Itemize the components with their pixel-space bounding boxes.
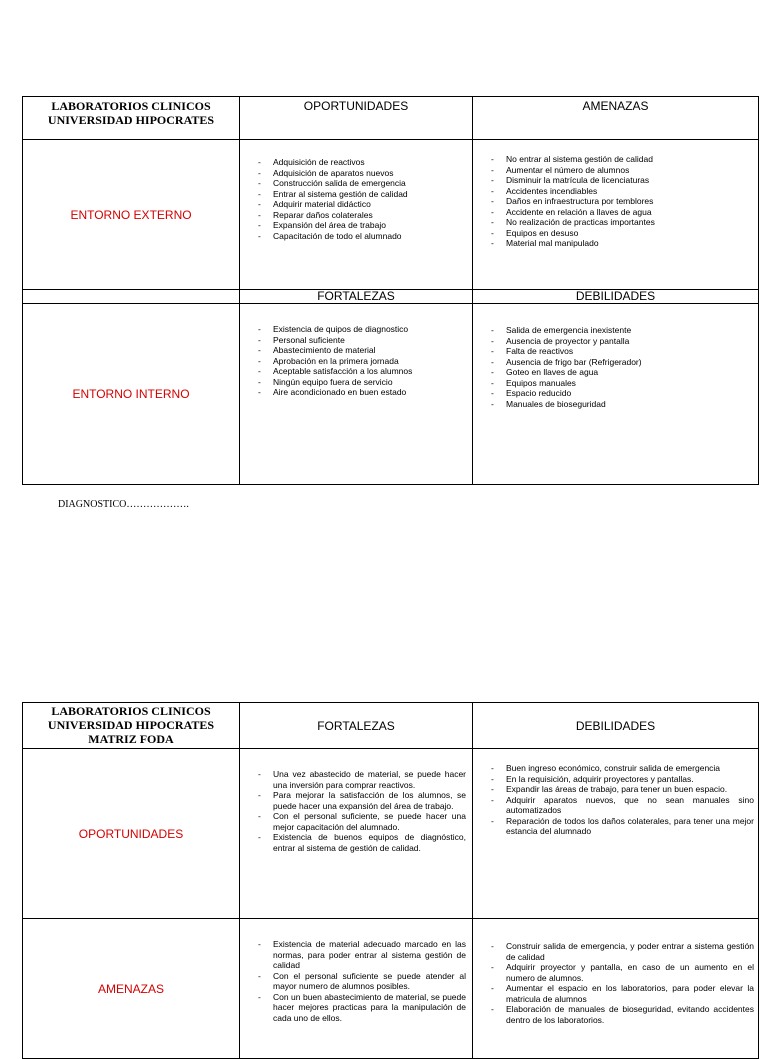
list-item: - Aceptable satisfacción a los alumnos xyxy=(256,366,464,377)
column-header-amenazas: AMENAZAS xyxy=(473,97,759,140)
list-item: - Adquirir proyector y pantalla, en caso de un aumento en el numero de alumnos. xyxy=(489,962,754,983)
amenazas-list xyxy=(489,154,750,249)
foda-table-1 xyxy=(22,96,759,485)
list-item: - Ningún equipo fuera de servicio xyxy=(256,377,464,388)
list-item: - Equipos en desuso xyxy=(489,228,750,239)
list-item: - Equipos manuales xyxy=(489,378,750,389)
list-item: - Aprobación en la primera jornada xyxy=(256,356,464,367)
fo-cell xyxy=(240,749,473,919)
list-item: - Existencia de buenos equipos de diagnóstico, entrar al sistema de gestión de calidad. xyxy=(256,832,466,853)
matriz-title-line2: UNIVERSIDAD HIPOCRATES xyxy=(47,718,215,732)
org-header-cell xyxy=(23,97,240,140)
list-item: - Adquisición de aparatos nuevos xyxy=(256,168,464,179)
fa-strategies-list xyxy=(256,939,466,1023)
matriz-row-oportunidades: OPORTUNIDADES xyxy=(23,749,240,919)
list-item: - Una vez abastecido de material, se puede hacer una inversión para comprar reactivos. xyxy=(256,769,466,790)
list-item: - Con el personal suficiente, se puede hacer una mejor capacitación del alumnado. xyxy=(256,811,466,832)
list-item: - Buen ingreso económico, construir salida de emergencia xyxy=(489,763,754,774)
list-item: - Aumentar el número de alumnos xyxy=(489,165,750,176)
column-header-oportunidades: OPORTUNIDADES xyxy=(240,97,473,140)
fortalezas-list xyxy=(256,324,464,398)
list-item: - Ausencia de proyector y pantalla xyxy=(489,336,750,347)
list-item: - Existencia de material adecuado marcado en las normas, para poder entrar al sistema gestión de calidad xyxy=(256,939,466,971)
list-item: - Existencia de quipos de diagnostico xyxy=(256,324,464,335)
list-item: - Daños en infraestructura por temblores xyxy=(489,196,750,207)
list-item: - En la requisición, adquirir proyectores y pantallas. xyxy=(489,774,754,785)
list-item: - Adquisición de reactivos xyxy=(256,157,464,168)
list-item: - Disminuir la matrícula de licenciaturas xyxy=(489,175,750,186)
diagnostico-label: DIAGNOSTICO………………. xyxy=(58,499,189,510)
debilidades-list xyxy=(489,325,750,409)
matriz-column-debilidades: DEBILIDADES xyxy=(473,703,759,749)
list-item: - Material mal manipulado xyxy=(489,238,750,249)
list-item: - Accidente en relación a llaves de agua xyxy=(489,207,750,218)
list-item: - Expandir las áreas de trabajo, para tener un buen espacio. xyxy=(489,784,754,795)
list-item: - Manuales de bioseguridad xyxy=(489,399,750,410)
fo-strategies-list xyxy=(256,769,466,853)
column-header-fortalezas: FORTALEZAS xyxy=(240,290,473,304)
row-label-entorno-interno: ENTORNO INTERNO xyxy=(23,304,240,485)
list-item: - Aire acondicionado en buen estado xyxy=(256,387,464,398)
fa-cell xyxy=(240,919,473,1059)
list-item: - Capacitación de todo el alumnado xyxy=(256,231,464,242)
list-item: - Accidentes incendiables xyxy=(489,186,750,197)
foda-table-2 xyxy=(22,702,759,1059)
list-item: - Construir salida de emergencia, y poder entrar a sistema gestión de calidad xyxy=(489,941,754,962)
do-cell xyxy=(473,749,759,919)
fortalezas-cell xyxy=(240,304,473,485)
debilidades-cell xyxy=(473,304,759,485)
list-item: - Abastecimiento de material xyxy=(256,345,464,356)
oportunidades-cell xyxy=(240,140,473,290)
list-item: - Construcción salida de emergencia xyxy=(256,178,464,189)
list-item: - Para mejorar la satisfacción de los alumnos, se puede hacer una expansión del área de trabajo. xyxy=(256,790,466,811)
column-header-debilidades: DEBILIDADES xyxy=(473,290,759,304)
list-item: - Expansión del área de trabajo xyxy=(256,220,464,231)
list-item: - Reparar daños colaterales xyxy=(256,210,464,221)
amenazas-cell xyxy=(473,140,759,290)
list-item: - Con un buen abastecimiento de material, se puede hacer mejores practicas para la manipulación de cada uno de ellos. xyxy=(256,992,466,1024)
oportunidades-list xyxy=(256,157,464,241)
do-strategies-list xyxy=(489,763,754,837)
matriz-title-line3: MATRIZ FODA xyxy=(88,732,174,746)
list-item: - Goteo en llaves de agua xyxy=(489,367,750,378)
matriz-header-cell xyxy=(23,703,240,749)
list-item: - Espacio reducido xyxy=(489,388,750,399)
list-item: - Reparación de todos los daños colaterales, para tener una mejor estancia del alumnado xyxy=(489,816,754,837)
list-item: - Salida de emergencia inexistente xyxy=(489,325,750,336)
da-strategies-list xyxy=(489,941,754,1025)
list-item: - Ausencia de frigo bar (Refrigerador) xyxy=(489,357,750,368)
list-item: - No realización de practicas importantes xyxy=(489,217,750,228)
list-item: - Con el personal suficiente se puede atender al mayor numero de alumnos posibles. xyxy=(256,971,466,992)
org-title-line2: UNIVERSIDAD HIPOCRATES xyxy=(47,113,215,127)
list-item: - Adquirir aparatos nuevos, que no sean manuales sino automatizados xyxy=(489,795,754,816)
list-item: - No entrar al sistema gestión de calidad xyxy=(489,154,750,165)
list-item: - Falta de reactivos xyxy=(489,346,750,357)
matriz-title-line1: LABORATORIOS CLINICOS xyxy=(51,704,211,718)
row-label-entorno-externo: ENTORNO EXTERNO xyxy=(23,140,240,290)
da-cell xyxy=(473,919,759,1059)
divider-cell xyxy=(23,290,240,304)
list-item: - Personal suficiente xyxy=(256,335,464,346)
org-title-line1: LABORATORIOS CLINICOS xyxy=(51,99,211,113)
list-item: - Entrar al sistema gestión de calidad xyxy=(256,189,464,200)
list-item: - Adquirir material didáctico xyxy=(256,199,464,210)
matriz-column-fortalezas: FORTALEZAS xyxy=(240,703,473,749)
matriz-row-amenazas: AMENAZAS xyxy=(23,919,240,1059)
list-item: - Aumentar el espacio en los laboratorios, para poder elevar la matricula de alumnos xyxy=(489,983,754,1004)
list-item: - Elaboración de manuales de bioseguridad, evitando accidentes dentro de los laboratorios. xyxy=(489,1004,754,1025)
